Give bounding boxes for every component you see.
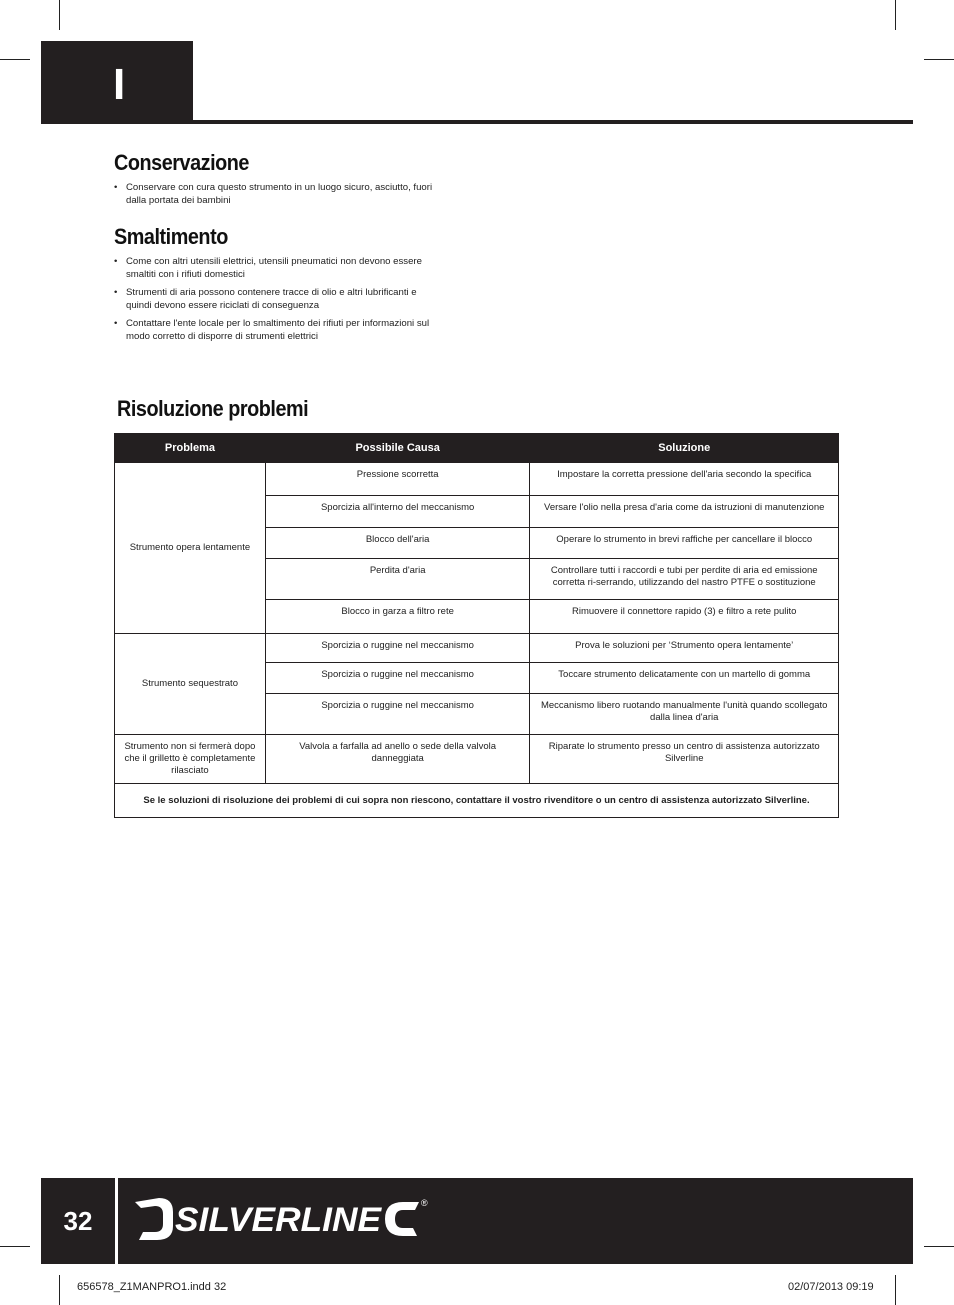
table-row xyxy=(115,634,839,663)
footer-divider xyxy=(115,1178,118,1264)
column-header-cause: Possibile Causa xyxy=(265,434,530,463)
solution-cell: Riparate lo strumento presso un centro di assistenza autorizzato Silverline xyxy=(530,735,839,784)
cause-cell: Sporcizia o ruggine nel meccanismo xyxy=(265,694,530,735)
cause-cell: Sporcizia o ruggine nel meccanismo xyxy=(265,634,530,663)
table-header-row xyxy=(115,434,839,463)
crop-mark xyxy=(0,59,30,60)
cause-cell: Perdita d'aria xyxy=(265,559,530,600)
crop-mark xyxy=(895,0,896,30)
troubleshooting-table xyxy=(114,433,839,818)
language-tab xyxy=(41,41,193,123)
solution-cell: Prova le soluzioni per ‘Strumento opera lentamente’ xyxy=(530,634,839,663)
date-slug: 02/07/2013 09:19 xyxy=(788,1281,874,1293)
crop-mark xyxy=(895,1275,896,1305)
table-row xyxy=(115,735,839,784)
conservazione-list xyxy=(114,181,444,212)
solution-cell: Versare l'olio nella presa d'aria come da istruzioni di manutenzione xyxy=(530,496,839,528)
silverline-logo xyxy=(133,1188,433,1255)
problem-cell: Strumento non si fermerà dopo che il grilletto è completamente rilasciato xyxy=(115,735,266,784)
svg-text:SILVERLINE: SILVERLINE xyxy=(175,1201,383,1239)
page-number: 32 xyxy=(63,1205,93,1236)
footer-bar xyxy=(41,1178,913,1264)
list-item: • Conservare con cura questo strumento in un luogo sicuro, asciutto, fuori dalla portata dei bambini xyxy=(114,181,444,207)
column-header-problem: Problema xyxy=(115,434,266,463)
problem-cell: Strumento opera lentamente xyxy=(115,463,266,634)
crop-mark xyxy=(0,1246,30,1247)
cause-cell: Blocco dell'aria xyxy=(265,528,530,559)
language-letter: I xyxy=(113,60,126,109)
solution-cell: Operare lo strumento in brevi raffiche per cancellare il blocco xyxy=(530,528,839,559)
cause-cell: Sporcizia o ruggine nel meccanismo xyxy=(265,663,530,694)
conservazione-heading: Conservazione xyxy=(114,150,249,175)
column-header-solution: Soluzione xyxy=(530,434,839,463)
cause-cell: Pressione scorretta xyxy=(265,463,530,496)
header-rule xyxy=(41,120,913,124)
solution-cell: Rimuovere il connettore rapido (3) e filtro a rete pulito xyxy=(530,600,839,634)
troubleshooting-heading: Risoluzione problemi xyxy=(117,396,309,421)
list-item: • Strumenti di aria possono contenere tracce di olio e altri lubrificanti e quindi devono essere riciclati di conseguenza xyxy=(114,286,444,312)
crop-mark xyxy=(59,1275,60,1305)
solution-cell: Impostare la corretta pressione dell'aria secondo la specifica xyxy=(530,463,839,496)
table-footer-note: Se le soluzioni di risoluzione dei problemi di cui sopra non riescono, contattare il vostro rivenditore o un centro di assistenza autorizzato Silverline. xyxy=(115,784,839,818)
solution-cell: Controllare tutti i raccordi e tubi per perdite di aria ed emissione corretta ri-serrando, utilizzando del nastro PTFE o sostituzione xyxy=(530,559,839,600)
problem-cell: Strumento sequestrato xyxy=(115,634,266,735)
table-row xyxy=(115,463,839,496)
cause-cell: Blocco in garza a filtro rete xyxy=(265,600,530,634)
crop-mark xyxy=(924,59,954,60)
svg-text:®: ® xyxy=(421,1198,428,1208)
silverline-logo-icon xyxy=(133,1188,433,1250)
list-item: • Contattare l'ente locale per lo smaltimento dei rifiuti per informazioni sul modo corretto di disporre di strumenti elettrici xyxy=(114,317,444,343)
list-item: • Come con altri utensili elettrici, utensili pneumatici non devono essere smaltiti con i rifiuti domestici xyxy=(114,255,444,281)
file-slug: 656578_Z1MANPRO1.indd 32 xyxy=(77,1281,227,1293)
solution-cell: Meccanismo libero ruotando manualmente l'unità quando scollegato dalla linea d'aria xyxy=(530,694,839,735)
cause-cell: Sporcizia all'interno del meccanismo xyxy=(265,496,530,528)
smaltimento-list xyxy=(114,255,444,348)
smaltimento-heading: Smaltimento xyxy=(114,224,228,249)
table-footer-row xyxy=(115,784,839,818)
crop-mark xyxy=(59,0,60,30)
solution-cell: Toccare strumento delicatamente con un martello di gomma xyxy=(530,663,839,694)
crop-mark xyxy=(924,1246,954,1247)
cause-cell: Valvola a farfalla ad anello o sede della valvola danneggiata xyxy=(265,735,530,784)
